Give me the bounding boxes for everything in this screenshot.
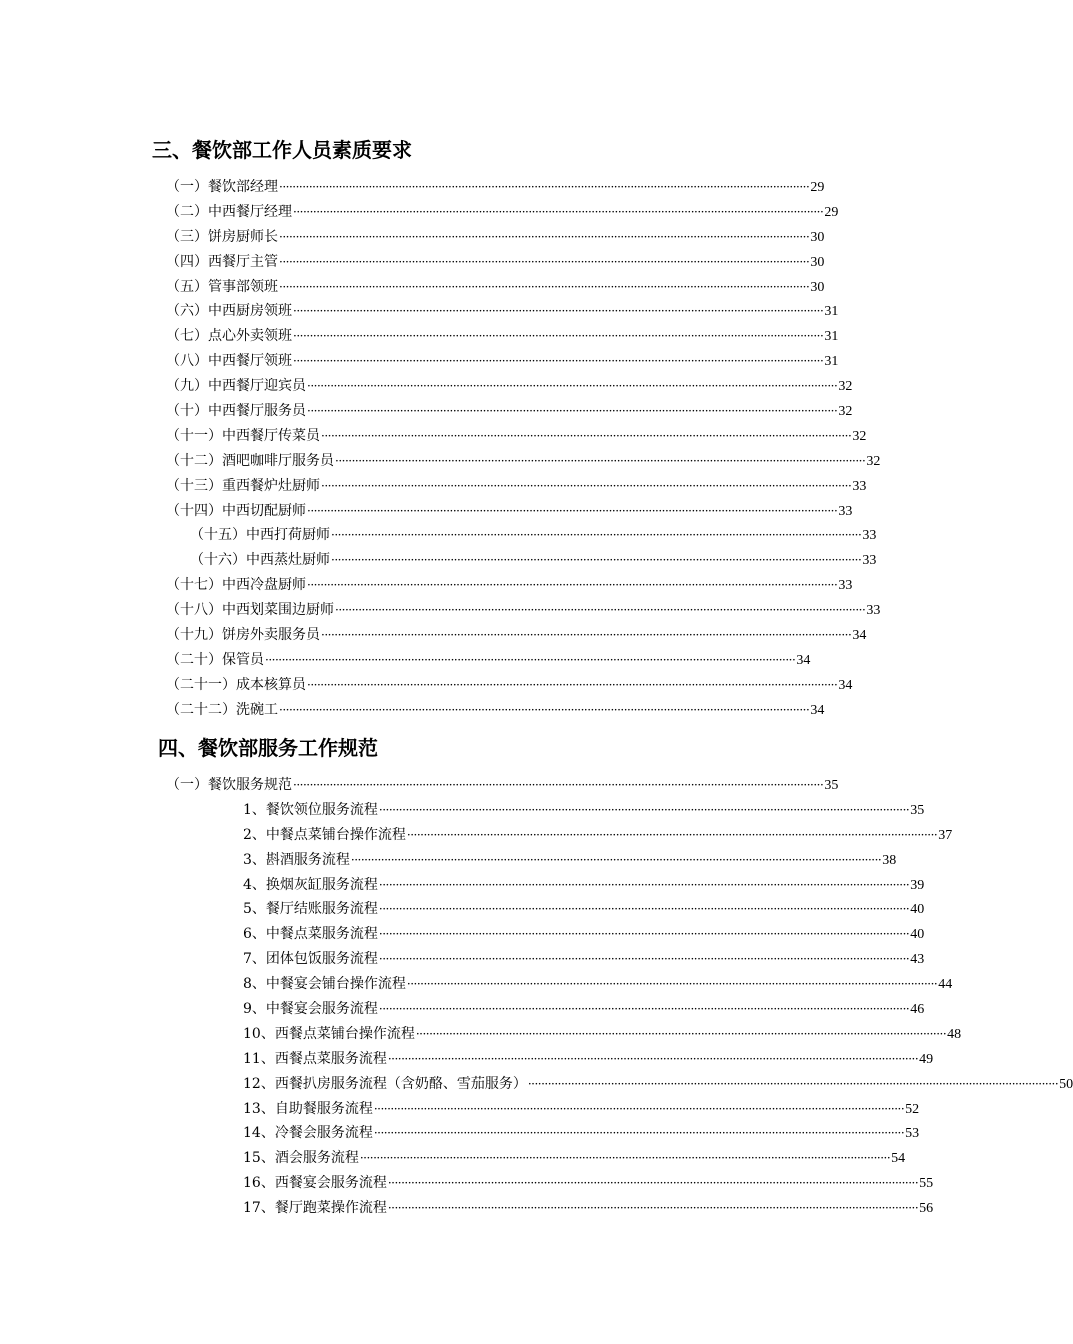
toc-entry[interactable] — [166, 449, 881, 474]
toc-entry-label: 13、自助餐服务流程 — [243, 1100, 373, 1117]
toc-entry-page: 32 — [838, 404, 853, 420]
toc-entry-label: （四）西餐厅主管 — [166, 253, 278, 270]
toc-entry-page: 40 — [910, 902, 925, 918]
toc-entry-page: 34 — [796, 652, 811, 668]
leader-dots: ································································································································································ — [293, 778, 824, 792]
leader-dots: ································································································································································ — [406, 977, 938, 992]
toc-entry-label: （六）中西厨房领班 — [166, 303, 292, 320]
toc-entry[interactable] — [166, 424, 867, 449]
leader-dots: ································································································································································ — [293, 204, 824, 219]
toc-entry-page: 30 — [810, 254, 825, 270]
toc-entry[interactable] — [190, 523, 877, 548]
toc-entry[interactable] — [166, 399, 853, 424]
toc-entry[interactable] — [166, 175, 825, 200]
leader-dots: ································································································································································ — [527, 1076, 1059, 1091]
leader-dots: ································································································································································ — [359, 1151, 891, 1166]
toc-entry-label: （十七）中西冷盘厨师 — [166, 577, 306, 594]
toc-subentry[interactable] — [243, 823, 953, 848]
toc-entry-label: （五）管事部领班 — [166, 278, 278, 295]
toc-entry-page: 56 — [919, 1201, 934, 1217]
leader-dots: ································································································································································ — [373, 1126, 905, 1141]
toc-section-3 — [0, 175, 950, 723]
leader-dots: ································································································································································ — [378, 927, 910, 942]
toc-subentry[interactable] — [243, 997, 925, 1022]
toc-entry-page: 50 — [1059, 1076, 1073, 1092]
leader-dots: ································································································································································ — [279, 180, 810, 194]
toc-entry-label: （十）中西餐厅服务员 — [166, 403, 306, 420]
toc-entry[interactable] — [166, 275, 825, 300]
toc-entry-page: 35 — [824, 778, 839, 793]
toc-entry-label: 11、西餐点菜服务流程 — [243, 1050, 387, 1067]
toc-entry-page: 33 — [866, 603, 881, 619]
toc-entry-label: （八）中西餐厅领班 — [166, 353, 292, 370]
toc-entry-label: （七）点心外卖领班 — [166, 328, 292, 345]
toc-entry-label: （三）饼房厨师长 — [166, 228, 278, 245]
toc-entry-label: （十三）重西餐炉灶厨师 — [166, 477, 320, 494]
toc-entry-label: （一）餐饮服务规范 — [166, 777, 292, 793]
toc-entry-label: （十八）中西划菜围边厨师 — [166, 602, 334, 619]
toc-entry-page: 52 — [905, 1101, 920, 1117]
toc-entry-label: 4、换烟灰缸服务流程 — [243, 876, 378, 893]
toc-entry-page: 48 — [947, 1026, 962, 1042]
section-heading-3: 三、餐饮部工作人员素质要求 — [152, 138, 412, 162]
toc-entry[interactable] — [166, 648, 811, 673]
toc-subentry[interactable] — [243, 1196, 934, 1221]
leader-dots: ································································································································································ — [378, 1002, 910, 1017]
toc-entry-page: 49 — [919, 1051, 934, 1067]
leader-dots: ································································································································································ — [293, 304, 824, 319]
leader-dots: ································································································································································ — [378, 952, 910, 967]
leader-dots: ································································································································································ — [265, 652, 796, 667]
toc-entry-label: 6、中餐点菜服务流程 — [243, 926, 378, 943]
leader-dots: ································································································································································ — [279, 229, 810, 244]
toc-entry-page: 43 — [910, 952, 925, 968]
leader-dots: ································································································································································ — [307, 404, 838, 419]
toc-entry[interactable] — [166, 299, 839, 324]
toc-entry[interactable] — [166, 598, 881, 623]
toc-entry-label: （十六）中西蒸灶厨师 — [190, 552, 330, 569]
toc-entry-label: 10、西餐点菜铺台操作流程 — [243, 1025, 415, 1042]
toc-entry-page: 37 — [938, 827, 953, 843]
toc-entry-label: （二）中西餐厅经理 — [166, 203, 292, 220]
toc-entry-label: （十二）酒吧咖啡厅服务员 — [166, 452, 334, 469]
section-heading-4: 四、餐饮部服务工作规范 — [158, 736, 378, 760]
toc-entry-label: （十五）中西打荷厨师 — [190, 527, 330, 544]
leader-dots: ································································································································································ — [307, 578, 838, 593]
toc-entry[interactable] — [166, 673, 853, 698]
toc-entry[interactable] — [166, 349, 839, 374]
toc-entry-label: 12、西餐扒房服务流程（含奶酪、雪茄服务） — [243, 1075, 527, 1092]
toc-subentry[interactable] — [243, 798, 925, 823]
leader-dots: ································································································································································ — [279, 702, 810, 717]
toc-entry-page: 32 — [852, 428, 867, 444]
leader-dots: ································································································································································ — [387, 1051, 919, 1066]
toc-entry-page: 35 — [910, 802, 925, 818]
leader-dots: ································································································································································ — [279, 279, 810, 294]
leader-dots: ································································································································································ — [415, 1026, 947, 1041]
toc-entry[interactable] — [166, 250, 825, 275]
leader-dots: ································································································································································ — [378, 802, 910, 817]
toc-entry-page: 53 — [905, 1126, 920, 1142]
leader-dots: ································································································································································ — [331, 553, 862, 568]
leader-dots: ································································································································································ — [335, 453, 866, 468]
toc-subentry[interactable] — [243, 1047, 934, 1072]
leader-dots: ································································································································································ — [293, 354, 824, 369]
toc-entry-label: 7、团体包饭服务流程 — [243, 951, 378, 968]
leader-dots: ································································································································································ — [378, 902, 910, 917]
leader-dots: ································································································································································ — [335, 603, 866, 618]
toc-section-4 — [0, 773, 1073, 1221]
toc-entry-label: 14、冷餐会服务流程 — [243, 1125, 373, 1142]
toc-entry[interactable] — [166, 623, 867, 648]
toc-entry-page: 44 — [938, 977, 953, 993]
leader-dots: ································································································································································ — [293, 329, 824, 344]
toc-entry[interactable] — [190, 548, 877, 573]
toc-subentry[interactable] — [243, 897, 925, 922]
toc-subentry[interactable] — [243, 972, 953, 997]
toc-entry-page: 32 — [866, 453, 881, 469]
toc-entry-page: 46 — [910, 1002, 925, 1018]
toc-subentry[interactable] — [243, 1097, 920, 1122]
leader-dots: ································································································································································ — [373, 1101, 905, 1116]
toc-entry-label: （二十）保管员 — [166, 651, 264, 668]
toc-entry-label: 1、餐饮领位服务流程 — [243, 801, 378, 818]
toc-entry-page: 32 — [838, 379, 853, 395]
toc-entry-label: （一）餐饮部经理 — [166, 179, 278, 195]
toc-entry-page: 38 — [882, 852, 897, 868]
toc-entry-page: 34 — [852, 628, 867, 644]
toc-entry-label: 16、西餐宴会服务流程 — [243, 1175, 387, 1192]
toc-entry-page: 31 — [824, 304, 839, 320]
toc-entry-page: 34 — [810, 702, 825, 718]
toc-entry-label: （十一）中西餐厅传菜员 — [166, 427, 320, 444]
leader-dots: ································································································································································ — [378, 877, 910, 892]
toc-entry-label: 9、中餐宴会服务流程 — [243, 1001, 378, 1018]
leader-dots: ································································································································································ — [321, 478, 852, 493]
toc-entry-page: 33 — [838, 503, 853, 519]
toc-subentry[interactable] — [243, 1171, 934, 1196]
toc-entry-page: 31 — [824, 329, 839, 345]
toc-entry-page: 29 — [810, 180, 825, 195]
toc-entry[interactable] — [166, 374, 853, 399]
toc-entry-label: 3、斟酒服务流程 — [243, 851, 350, 868]
toc-entry[interactable] — [166, 698, 825, 723]
leader-dots: ································································································································································ — [350, 852, 882, 867]
leader-dots: ································································································································································ — [279, 254, 810, 269]
toc-entry[interactable] — [166, 324, 839, 349]
toc-entry-label: 5、餐厅结账服务流程 — [243, 901, 378, 918]
toc-entry-page: 40 — [910, 927, 925, 943]
toc-entry-page: 30 — [810, 279, 825, 295]
leader-dots: ································································································································································ — [406, 827, 938, 842]
toc-entry-page: 31 — [824, 354, 839, 370]
toc-entry-page: 29 — [824, 204, 839, 220]
toc-subentry[interactable] — [243, 947, 925, 972]
toc-subentry[interactable] — [243, 1022, 962, 1047]
toc-entry-page: 55 — [919, 1176, 934, 1192]
leader-dots: ································································································································································ — [307, 379, 838, 394]
toc-subentry[interactable] — [243, 873, 925, 898]
toc-entry-page: 33 — [862, 553, 877, 569]
leader-dots: ································································································································································ — [307, 503, 838, 518]
toc-subentry[interactable] — [243, 1121, 920, 1146]
toc-subentry[interactable] — [243, 1146, 906, 1171]
toc-entry-label: （二十一）成本核算员 — [166, 676, 306, 693]
leader-dots: ································································································································································ — [307, 677, 838, 692]
toc-entry-page: 30 — [810, 229, 825, 245]
toc-entry-page: 33 — [852, 478, 867, 494]
leader-dots: ································································································································································ — [387, 1201, 919, 1216]
leader-dots: ································································································································································ — [387, 1176, 919, 1191]
toc-entry-label: （十四）中西切配厨师 — [166, 502, 306, 519]
toc-entry-page: 33 — [838, 578, 853, 594]
toc-entry[interactable] — [166, 225, 825, 250]
toc-entry-label: 15、酒会服务流程 — [243, 1150, 359, 1167]
toc-entry-label: 2、中餐点菜铺台操作流程 — [243, 826, 406, 843]
toc-entry[interactable] — [166, 474, 867, 499]
toc-entry-label: 17、餐厅跑菜操作流程 — [243, 1200, 387, 1217]
toc-entry-page: 39 — [910, 877, 925, 893]
leader-dots: ································································································································································ — [331, 528, 862, 543]
toc-entry-page: 33 — [862, 528, 877, 544]
toc-entry[interactable] — [166, 499, 853, 524]
toc-entry[interactable] — [166, 200, 839, 225]
toc-entry-label: （九）中西餐厅迎宾员 — [166, 378, 306, 395]
toc-entry-label: （二十二）洗碗工 — [166, 701, 278, 718]
leader-dots: ································································································································································ — [321, 428, 852, 443]
toc-entry-page: 54 — [891, 1151, 906, 1167]
leader-dots: ································································································································································ — [321, 628, 852, 643]
toc-subentry[interactable] — [243, 922, 925, 947]
toc-entry-label: （十九）饼房外卖服务员 — [166, 627, 320, 644]
toc-entry[interactable] — [166, 773, 839, 798]
toc-subentry[interactable] — [243, 848, 897, 873]
toc-subentry[interactable] — [243, 1072, 1073, 1097]
toc-entry-label: 8、中餐宴会铺台操作流程 — [243, 976, 406, 993]
toc-entry-page: 34 — [838, 677, 853, 693]
toc-entry[interactable] — [166, 573, 853, 598]
